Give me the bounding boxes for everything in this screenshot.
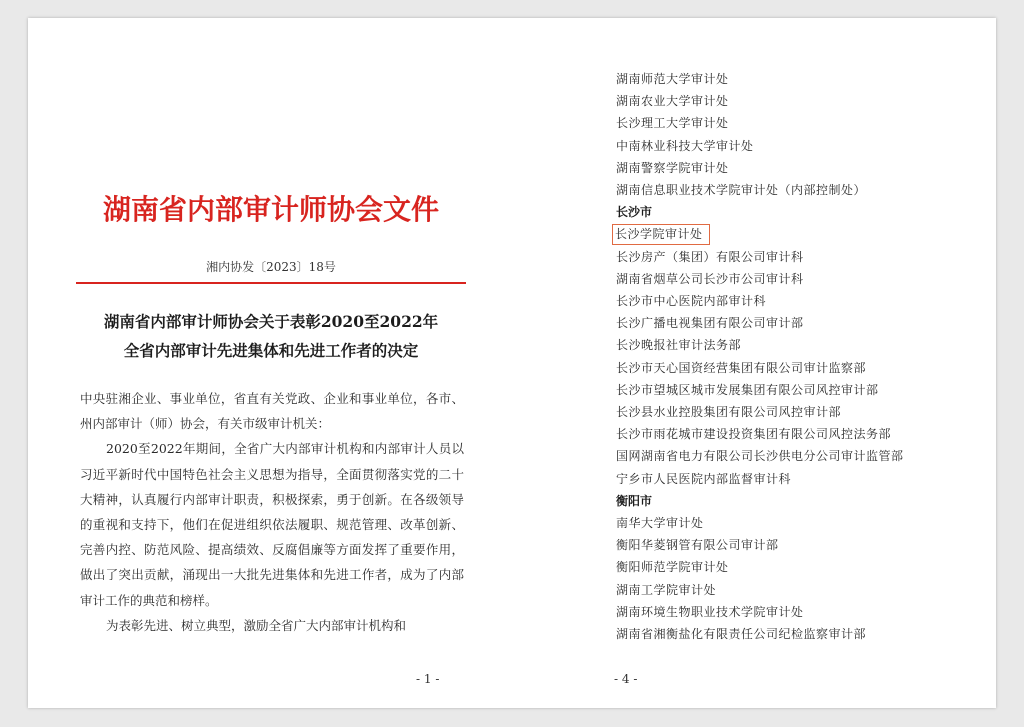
body-paragraph: 为表彰先进、树立典型，激励全省广大内部审计机构和 — [106, 617, 407, 633]
subject-line-2: 全省内部审计先进集体和先进工作者的决定 — [123, 341, 419, 360]
left-page — [28, 18, 512, 708]
honoree-list — [616, 68, 986, 645]
list-item: 长沙市天心国资经营集团有限公司审计监察部 — [616, 360, 867, 375]
list-item: 湖南信息职业技术学院审计处（内部控制处） — [616, 183, 867, 198]
list-item: 湖南省湘衡盐化有限责任公司纪检监察审计部 — [616, 627, 867, 642]
document-number: 湘内协发〔2023〕18号 — [206, 260, 336, 274]
subject-line-1: 湖南省内部审计师协会关于表彰2020至2022年 — [103, 312, 439, 331]
list-item: 湖南环境生物职业技术学院审计处 — [616, 604, 804, 619]
list-item: 衡阳师范学院审计处 — [616, 560, 729, 575]
list-item: 湖南省烟草公司长沙市公司审计科 — [616, 271, 804, 286]
list-item: 宁乡市人民医院内部监督审计科 — [616, 471, 792, 486]
list-item: 长沙市中心医院内部审计科 — [616, 294, 767, 309]
list-item: 国网湖南省电力有限公司长沙供电分公司审计监管部 — [616, 449, 904, 464]
list-item: 湖南师范大学审计处 — [616, 72, 729, 86]
list-item: 湖南农业大学审计处 — [616, 94, 729, 109]
list-item: 长沙市望城区城市发展集团有限公司风控审计部 — [616, 382, 879, 397]
highlighted-entry: 长沙学院审计处 — [612, 224, 710, 245]
list-item: 长沙房产（集团）有限公司审计科 — [616, 249, 804, 264]
list-item-highlighted — [616, 223, 986, 245]
list-item: 长沙县水业控股集团有限公司风控审计部 — [616, 405, 842, 420]
city-heading: 衡阳市 — [616, 493, 653, 508]
document-title: 湖南省内部审计师协会文件 — [102, 193, 439, 226]
list-item: 长沙晚报社审计法务部 — [616, 338, 742, 353]
body-paragraph: 2020至2022年期间，全省广大内部审计机构和内部审计人员以习近平新时代中国特色社会主义思想为指导，全面贯彻落实党的二十大精神，认真履行内部审计职责，积极探索，勇于创新。在各级领导的重视和支持下，他们在促进组织依法履职、规范管理、改革创新、完善内控、防范风险、提高绩效、反腐倡廉等方面发挥了重要作用，做出了突出贡献，涌现出一大批先进集体和先进工作者，成为了内部审计工作的典范和榜样。 — [80, 441, 464, 608]
list-item: 衡阳华菱钢管有限公司审计部 — [616, 538, 779, 553]
city-heading: 长沙市 — [616, 205, 653, 220]
body-text — [80, 386, 464, 638]
page-number-left: - 1 - — [416, 672, 440, 686]
decision-subject — [76, 307, 466, 365]
list-item: 中南林业科技大学审计处 — [616, 138, 754, 153]
red-divider — [76, 282, 466, 284]
list-item: 长沙广播电视集团有限公司审计部 — [616, 316, 804, 331]
addressee-paragraph: 中央驻湘企业、事业单位，省直有关党政、企业和事业单位，各市、州内部审计（师）协会，有关市级审计机关： — [80, 391, 464, 432]
list-item: 长沙市雨花城市建设投资集团有限公司风控法务部 — [616, 427, 892, 442]
list-item: 长沙理工大学审计处 — [616, 116, 729, 131]
list-item: 南华大学审计处 — [616, 516, 704, 531]
page-number-right: - 4 - — [614, 672, 638, 686]
document-spread — [28, 18, 996, 708]
list-item: 湖南警察学院审计处 — [616, 160, 729, 175]
list-item: 湖南工学院审计处 — [616, 582, 717, 597]
right-page — [512, 18, 996, 708]
